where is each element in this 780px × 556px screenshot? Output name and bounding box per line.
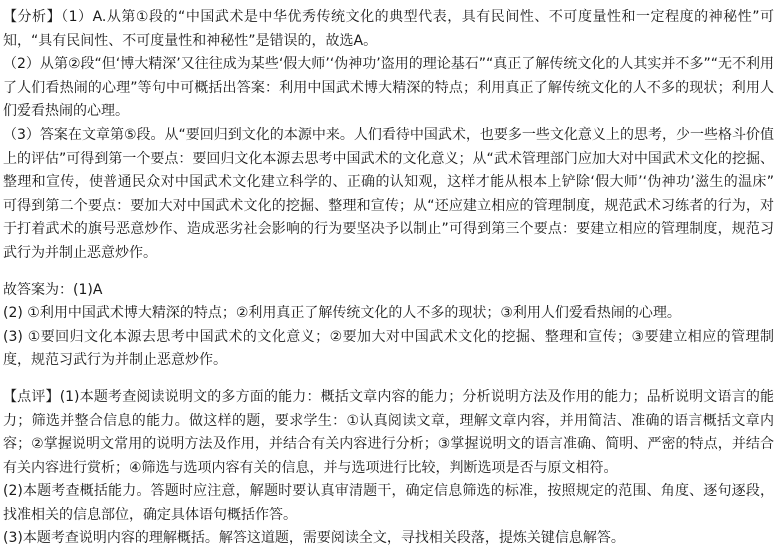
section-spacer [3, 266, 774, 279]
analysis-part-1: 【分析】（1）A.从第①段的“中国武术是中华优秀传统文化的典型代表，具有民间性、不可度量性和一定程度的神秘性”可知，“具有民间性、不可度量性和神秘性”是错误的，故选A。 [3, 9, 774, 49]
comment-part-1: 【点评】(1)本题考查阅读说明文的多方面的能力：概括文章内容的能力；分析说明方法及作用的能力；品析说明文语言的能力；筛选并整合信息的能力。做这样的题，要求学生：①认真阅读文章，理解文章内容，并用简洁、准确的语言概括文章内容；②掌握说明文常用的说明方法及作用，并结合有关内容进行分析；③掌握说明文的语言准确、简明、严密的特点，并结合有关内容进行赏析；④筛选与选项内容有关的信息，并与选项进行比较，判断选项是否与原文相符。 [3, 388, 774, 476]
comment-part-2: (2)本题考查概括能力。答题时应注意，解题时要认真审清题干，确定信息筛选的标准，按照规定的范围、角度、逐句逐段，找准相关的信息部位，确定具体语句概括作答。 [3, 483, 774, 523]
analysis-part-2: （2）从第②段“但‘博大精深’又往往成为某些‘假大师’‘伪神功’盗用的理论基石”“真正了解传统文化的人其实并不多”“无不利用了人们看热闹的心理”等句中可概括出答案：利用中国武术博大精深的特点；利用真正了解传统文化的人不多的现状；利用人们爱看热闹的心理。 [3, 56, 774, 120]
analysis-part-3: （3）答案在文章第⑤段。从“要回归到文化的本源中来。人们看待中国武术，也要多一些文化意义上的思考，少一些格斗价值上的评估”可得到第一个要点：要回归文化本源去思考中国武术的文化意义；从“武术管理部门应加大对中国武术文化的挖掘、整理和宣传，使普通民众对中国武术文化建立科学的、正确的认知观，这样才能从根本上铲除‘假大师’‘伪神功’滋生的温床” 可得到第二个要点：要加大对中国武术文化的挖掘、整理和宣传；从“还应建立相应的管理制度，规范武术习练者的行为，对于打着武术的旗号恶意炒作、造成恶劣社会影响的行为要坚决予以制止”可得到第三个要点：要建立相应的管理制度，规范习武行为并制止恶意炒作。 [3, 126, 774, 261]
comment-part-3: (3)本题考查说明内容的理解概括。解答这道题，需要阅读全文，寻找相关段落，提炼关键信息解答。 [3, 530, 625, 547]
answer-line-3: (3) ①要回归文化本源去思考中国武术的文化意义；②要加大对中国武术文化的挖掘、整理和宣传；③要建立相应的管理制度，规范习武行为并制止恶意炒作。 [3, 328, 774, 369]
answer-line-2: (2) ①利用中国武术博大精深的特点；②利用真正了解传统文化的人不多的现状；③利用人们爱看热闹的心理。 [3, 305, 681, 322]
answer-line-1: 故答案为：(1)A [3, 281, 103, 298]
section-spacer [3, 373, 774, 386]
